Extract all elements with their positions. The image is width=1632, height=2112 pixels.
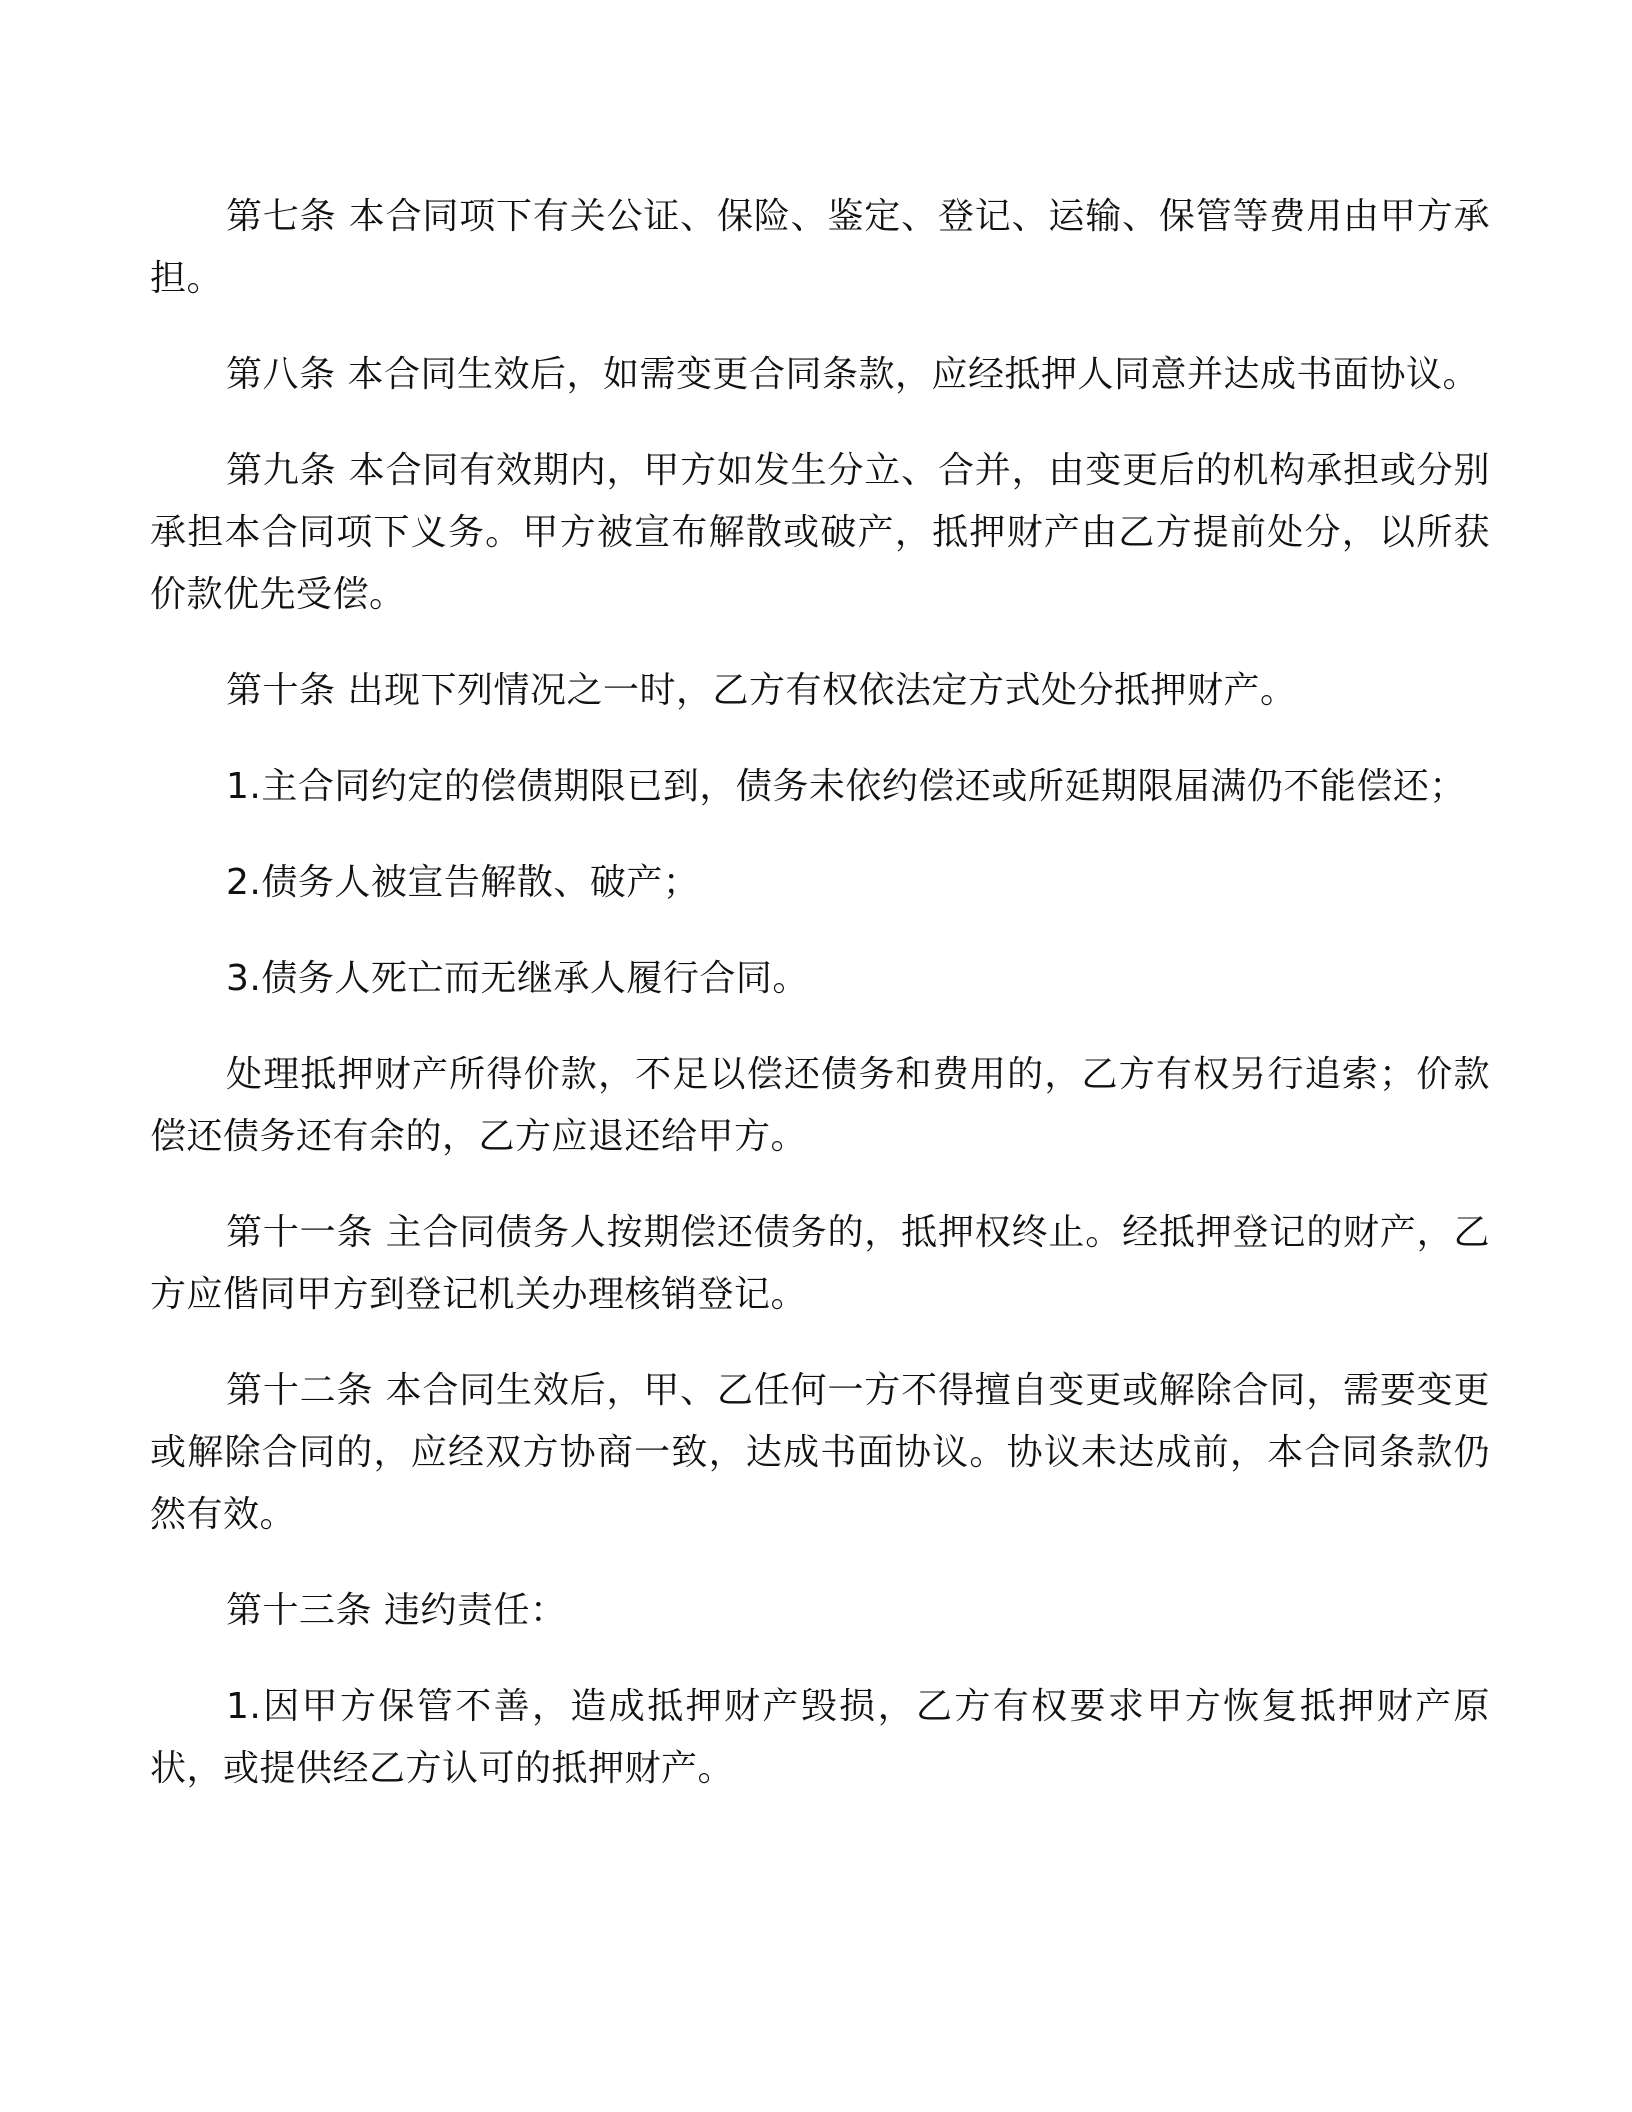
clause-10: 第十条 出现下列情况之一时，乙方有权依法定方式处分抵押财产。	[226, 670, 1297, 711]
clause-13-item-1: 1.因甲方保管不善，造成抵押财产毁损，乙方有权要求甲方恢复抵押财产原状，或提供经乙方认可的抵押财产。	[150, 1686, 1490, 1789]
clause-11: 第十一条 主合同债务人按期偿还债务的，抵押权终止。经抵押登记的财产，乙方应偕同甲方到登记机关办理核销登记。	[150, 1212, 1490, 1315]
clause-12: 第十二条 本合同生效后，甲、乙任何一方不得擅自变更或解除合同，需要变更或解除合同的，应经双方协商一致，达成书面协议。协议未达成前，本合同条款仍然有效。	[150, 1370, 1490, 1535]
clause-10-item-2: 2.债务人被宣告解散、破产；	[226, 862, 700, 903]
clause-9: 第九条 本合同有效期内，甲方如发生分立、合并，由变更后的机构承担或分别承担本合同项下义务。甲方被宣布解散或破产，抵押财产由乙方提前处分，以所获价款优先受偿。	[150, 450, 1490, 615]
clause-7: 第七条 本合同项下有关公证、保险、鉴定、登记、运输、保管等费用由甲方承担。	[150, 196, 1490, 299]
clause-13: 第十三条 违约责任：	[226, 1590, 567, 1631]
clause-8: 第八条 本合同生效后，如需变更合同条款，应经抵押人同意并达成书面协议。	[226, 354, 1479, 395]
clause-10-item-3: 3.债务人死亡而无继承人履行合同。	[226, 958, 809, 999]
clause-10-item-1: 1.主合同约定的偿债期限已到，债务未依约偿还或所延期限届满仍不能偿还；	[226, 766, 1466, 807]
document-body	[150, 186, 1490, 1800]
clause-10-proceeds: 处理抵押财产所得价款，不足以偿还债务和费用的，乙方有权另行追索；价款偿还债务还有余的，乙方应退还给甲方。	[150, 1054, 1490, 1157]
